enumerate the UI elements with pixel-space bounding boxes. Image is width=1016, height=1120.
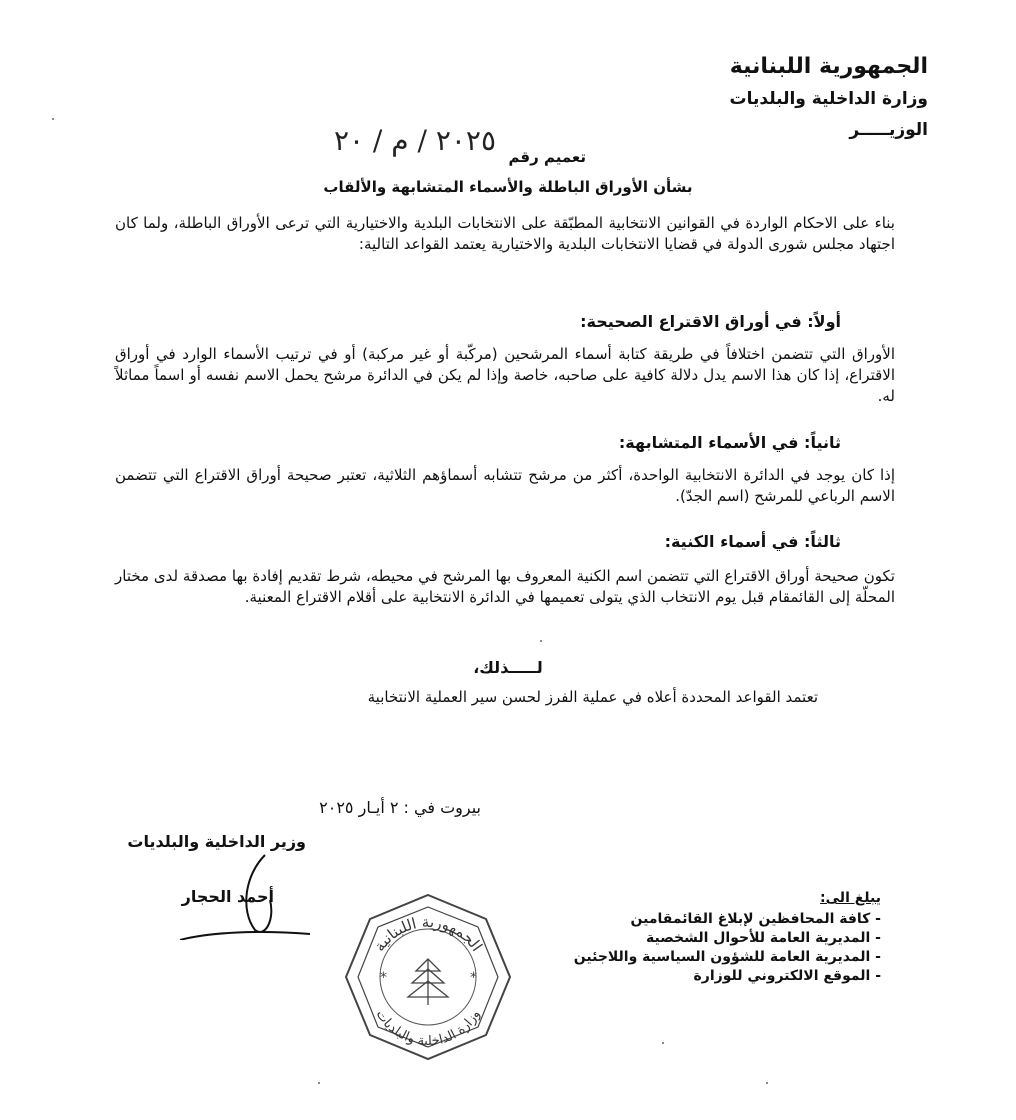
closing-sentence: تعتمد القواعد المحددة أعلاه في عملية الفرز لحسن سير العملية الانتخابية bbox=[367, 688, 818, 706]
scan-speck bbox=[318, 1082, 320, 1084]
svg-text:الجمهورية اللبنانية bbox=[370, 913, 486, 955]
scan-speck bbox=[766, 1082, 768, 1084]
svg-text:*: * bbox=[380, 970, 387, 986]
seal-top-text: الجمهورية اللبنانية bbox=[370, 912, 486, 955]
therefore-heading: لـــــذلك، bbox=[473, 658, 543, 677]
scan-speck bbox=[52, 118, 54, 120]
section-title-similar-names: ثانياً: في الأسماء المتشابهة: bbox=[618, 433, 841, 452]
official-seal bbox=[338, 887, 518, 1067]
distribution-item: - المديرية العامة للأحوال الشخصية bbox=[645, 930, 881, 946]
cedar-icon bbox=[408, 959, 448, 1005]
distribution-item: - كافة المحافظين لإبلاغ القائمقامين bbox=[630, 911, 881, 927]
section-body-valid-ballots: الأوراق التي تتضمن اختلافاً في طريقة كتابة أسماء المرشحين (مركّبة أو غير مركبة) أو في ترتيب الأسماء الوارد في أوراق الاقتراع، إذا كان هذا الاسم يدل دلالة كافية على صاحبه، خاصة وإذا لم يكن في الدائرة مرشح يحمل الاسم نفسه أو اسماً مماثلاً له. bbox=[115, 345, 895, 405]
ministry-heading: وزارة الداخلية والبلديات bbox=[729, 89, 928, 109]
minister-heading: الوزيـــــر bbox=[849, 120, 928, 140]
distribution-item: - الموقع الالكتروني للوزارة bbox=[693, 968, 881, 984]
signatory-title: وزير الداخلية والبلديات bbox=[127, 832, 306, 851]
scan-speck bbox=[540, 640, 542, 642]
svg-text:*: * bbox=[470, 970, 477, 986]
section-body-similar-names: إذا كان يوجد في الدائرة الانتخابية الواحدة، أكثر من مرشح تتشابه أسماؤهم الثلاثية، تعتبر صحيحة أوراق الاقتراع التي تتضمن الاسم الرباعي للمرشح (اسم الجدّ). bbox=[115, 466, 895, 505]
seal-bottom-text: وزارة الداخلية والبلديات bbox=[372, 1007, 484, 1050]
signatory-name: أحمد الحجار bbox=[181, 887, 274, 906]
scan-speck bbox=[662, 1042, 664, 1044]
section-title-nicknames: ثالثاً: في أسماء الكنية: bbox=[664, 532, 841, 551]
circular-label: تعميم رقم bbox=[508, 148, 586, 166]
circular-number-handwritten: ٢٠٢٥ / م / ٢٠ bbox=[333, 124, 496, 157]
date-line: بيروت في : ٢ أيـار ٢٠٢٥ bbox=[319, 798, 481, 817]
distribution-list bbox=[574, 910, 881, 986]
distribution-title: يبلغ الى: bbox=[820, 890, 881, 906]
section-title-valid-ballots: أولاً: في أوراق الاقتراع الصحيحة: bbox=[580, 312, 841, 331]
republic-heading: الجمهورية اللبنانية bbox=[729, 54, 928, 79]
section-body-nicknames: تكون صحيحة أوراق الاقتراع التي تتضمن اسم الكنية المعروف بها المرشح في محيطه، شرط تقديم إفادة بها مصدقة لدى مختار المحلّة إلى القائمقام قبل يوم الانتخاب الذي يتولى تعميمها في الدائرة الانتخابية على أقلام الاقتراع المعنية. bbox=[115, 567, 895, 606]
distribution-item: - المديرية العامة للشؤون السياسية واللاجئين bbox=[573, 949, 881, 965]
intro-paragraph: بناء على الاحكام الواردة في القوانين الانتخابية المطبّقة على الانتخابات البلدية والاختيارية التي ترعى الأوراق الباطلة، ولما كان اجتهاد مجلس شورى الدولة في قضايا الانتخابات البلدية والاختيارية يعتمد القواعد التالية: bbox=[115, 214, 895, 253]
handwritten-signature bbox=[170, 850, 320, 940]
subject-line: بشأن الأوراق الباطلة والأسماء المتشابهة والألقاب bbox=[323, 178, 693, 196]
